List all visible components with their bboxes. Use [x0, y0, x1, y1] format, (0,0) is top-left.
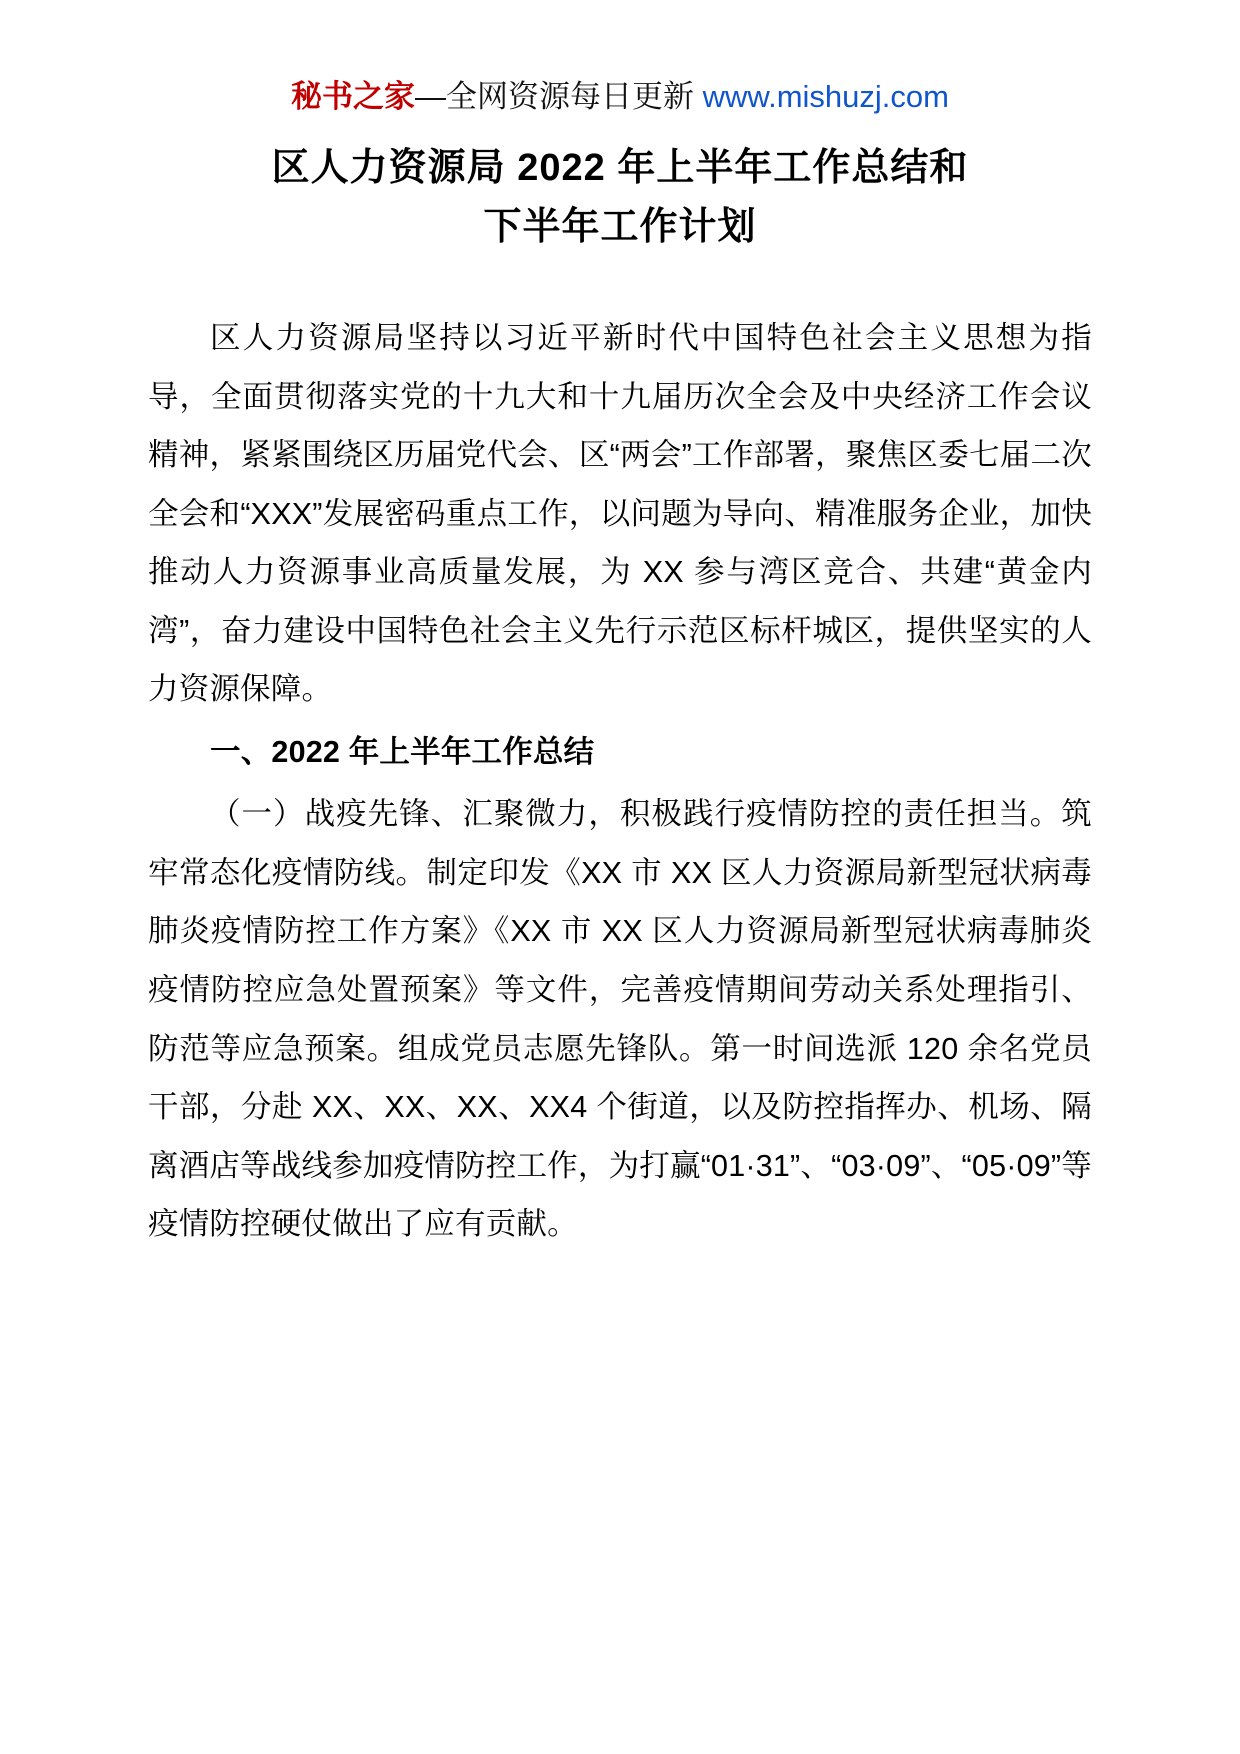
paragraph-subsection-one: （一）战疫先锋、汇聚微力，积极践行疫情防控的责任担当。筑牢常态化疫情防线。制定印发《XX 市 XX 区人力资源局新型冠状病毒肺炎疫情防控工作方案》《XX 市 XX 区人力资源局新型冠状病毒肺炎疫情防控应急处置预案》等文件，完善疫情期间劳动关系处理指引、防范等应急预案。组成党员志愿先锋队。第一时间选派 120 余名党员干部，分赴 XX、XX、XX、XX4 个街道，以及防控指挥办、机场、隔离酒店等战线参加疫情防控工作，为打赢“01·31”、“03·09”、“05·09”等疫情防控硬仗做出了应有贡献。	[148, 797, 1092, 1242]
page-title-line-1: 区人力资源局 2022 年上半年工作总结和	[271, 147, 969, 190]
page-title-line-2: 下半年工作计划	[483, 206, 757, 249]
watermark-tagline: —全网资源每日更新	[415, 79, 703, 114]
page-title	[148, 139, 1092, 257]
watermark-url[interactable]: www.mishuzj.com	[702, 79, 949, 114]
paragraph-intro: 区人力资源局坚持以习近平新时代中国特色社会主义思想为指导，全面贯彻落实党的十九大和十九届历次全会及中央经济工作会议精神，紧紧围绕区历届党代会、区“两会”工作部署，聚焦区委七届二次全会和“XXX”发展密码重点工作，以问题为导向、精准服务企业，加快推动人力资源事业高质量发展，为 XX 参与湾区竞合、共建“黄金内湾”，奋力建设中国特色社会主义先行示范区标杆城区，提供坚实的人力资源保障。	[148, 320, 1092, 707]
site-watermark	[148, 78, 1092, 115]
paragraph-section-one: 一、2022 年上半年工作总结	[210, 734, 595, 769]
watermark-brand: 秘书之家	[291, 79, 416, 114]
